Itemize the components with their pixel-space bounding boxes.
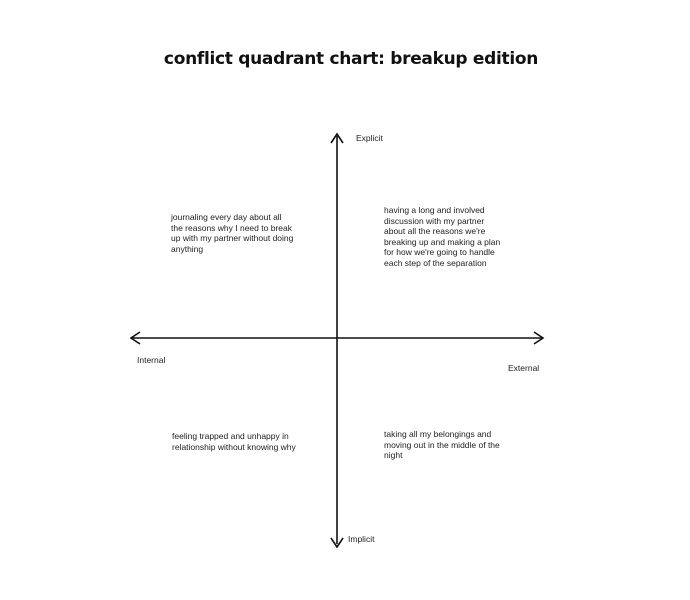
axis-label-external: External (508, 363, 540, 373)
quadrant-top-left-text: journaling every day about all the reasons why I need to break up with my partner without doing anything (171, 212, 294, 254)
axis-label-internal: Internal (137, 355, 166, 365)
chart-title: conflict quadrant chart: breakup edition (163, 49, 539, 69)
quadrant-bottom-left-text: feeling trapped and unhappy in relationship without knowing why (172, 431, 296, 452)
quadrant-bottom-right-text: taking all my belongings and moving out in the middle of the night (384, 429, 500, 461)
axis-label-implicit: Implicit (348, 534, 375, 544)
axis-label-explicit: Explicit (356, 133, 383, 143)
quadrant-top-right-text: having a long and involved discussion with my partner about all the reasons we're breaking up and making a plan for how we're going to handle each step of the separation (384, 205, 501, 268)
